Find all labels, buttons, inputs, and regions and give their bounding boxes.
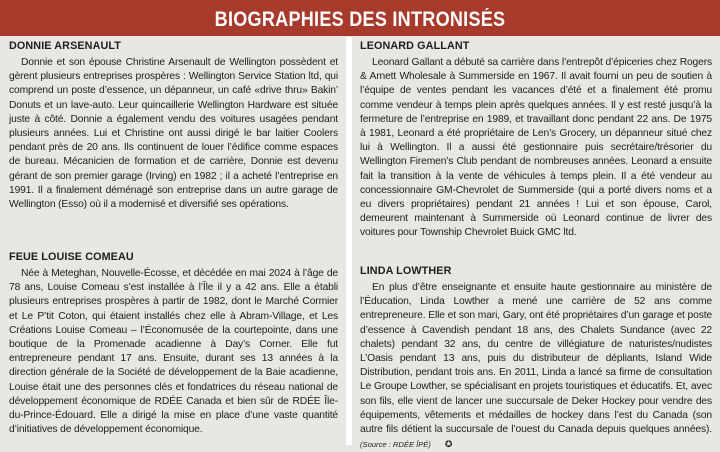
bio-leonard-gallant (360, 40, 712, 241)
banner-title: BIOGRAPHIES DES INTRONISÉS (214, 7, 506, 31)
bio-donnie-arsenault (9, 40, 338, 212)
bio-text: Née à Meteghan, Nouvelle-Écosse, et décédée en mai 2024 à l’âge de 78 ans, Louise Comeau s’est installée à l’Île il y a 42 ans. Elle a établi plusieurs entreprises prospères à partir de 1982, dont le Marché Cormier et Le P’tit Coton, qui étaient installés chez elle à Abram-Village, et Les Créations Louise Comeau – l’Économusée de la courtepointe, dans une boutique de la Promenade acadienne à Day’s Corner. Elle fut entrepreneure pendant 17 ans. Ensuite, durant ses 13 années à la direction générale de la Société de développement de la Baie acadienne, Louise était une des personnes clés et fondatrices du réseau national de développement économique de RDÉE Canada et bien sûr de RDÉE Île-du-Prince-Édouard. Elle a dirigé la mise en place d’une vaste quantité d’initiatives de développement économique. (9, 268, 338, 436)
source-credit: (Source : RDÉE ÎPÉ) (360, 440, 431, 450)
bio-name: LEONARD GALLANT (360, 40, 470, 52)
end-mark-icon: ✪ (444, 439, 453, 450)
bio-linda-lowther (360, 265, 712, 452)
bio-name: DONNIE ARSENAULT (9, 40, 121, 52)
column-divider (346, 37, 352, 445)
bio-text: Donnie et son épouse Christine Arsenault de Wellington possèdent et gèrent plusieurs entreprises prospères : Wellington Service Station ltd, qui comprend un poste d’essence, un dépanneur, un café «drive thru» Bakin’ Donuts et un lave-auto. Leur quincaillerie Wellington Hardware est située juste à côté. Donnie a également vendu des voitures usagées pendant plusieurs années. Lui et Christine ont aussi dirigé le bar laitier Coolers pendant près de 20 ans. Ils continuent de louer l’édifice comme espaces de bureau. Mécanicien de formation et de carrière, Donnie est devenu gérant de son premier garage (Irving) en 1982 ; il a acheté l’entreprise en 1991. Il a finalement déménagé son entreprise dans un autre garage de Wellington (Esso) où il a modernisé et diversifié ses opérations. (9, 57, 338, 211)
bio-text (360, 281, 712, 452)
bio-louise-comeau (9, 251, 338, 437)
bio-name: LINDA LOWTHER (360, 265, 452, 277)
bio-text: Leonard Gallant a débuté sa carrière dans l’entrepôt d’épiceries chez Rogers & Arnett Wholesale à Summerside en 1967. Il avait fourni un peu de soutien à l’équipe de ventes pendant les vacances d’été et a finalement été promu comme vendeur à temps plein après quelques années. Il y est resté jusqu’à la fermeture de l’entreprise en 1989, et travaillant donc pendant 22 ans. De 1975 à 1981, Leonard a été propriétaire de Len’s Grocery, un dépanneur situé chez lui à Wellington. Il a aussi été gestionnaire puis secrétaire/trésorier du Wellington Firemen’s Club pendant de nombreuses années. Leonard a ensuite fait la transition à la vente de véhicules à temps plein. Il a été vendeur au concessionnaire GM-Chevrolet de Summerside (qui a porté divers noms et a eu divers propriétaires) pendant 21 années ! Lui et son épouse, Carol, demeurent maintenant à Summerside où Leonard continue de livrer des voitures pour Township Chevrolet Buick GMC ltd. (360, 57, 712, 239)
section-banner (0, 0, 720, 36)
bio-text-body: En plus d’être enseignante et ensuite haute gestionnaire au ministère de l’Éducation, Linda Lowther a mené une carrière de 52 ans comme entrepreneure. Elle et son mari, Gary, ont été propriétaires d’un garage et poste d’essence à Cavendish pendant 18 ans, des Chalets Sundance (avec 22 chalets) pendant 32 ans, du centre de villégiature de naturistes/nudistes L’Oasis pendant 13 ans, puis du distributeur de dépliants, Island Wide Distribution, pendant trois ans. En 2011, Linda a lancé sa firme de consultation Le Groupe Lowther, se spécialisant en projets touristiques et éducatifs. Et, avec son fils, elle vient de lancer une succursale de Deker Hockey pour vendre des équipements, vêtements et médailles de hockey dans l’est du Canada (son autre fils détient la succursale de l’ouest du Canada depuis quelques années). (360, 282, 712, 436)
bio-name: FEUE LOUISE COMEAU (9, 251, 134, 263)
